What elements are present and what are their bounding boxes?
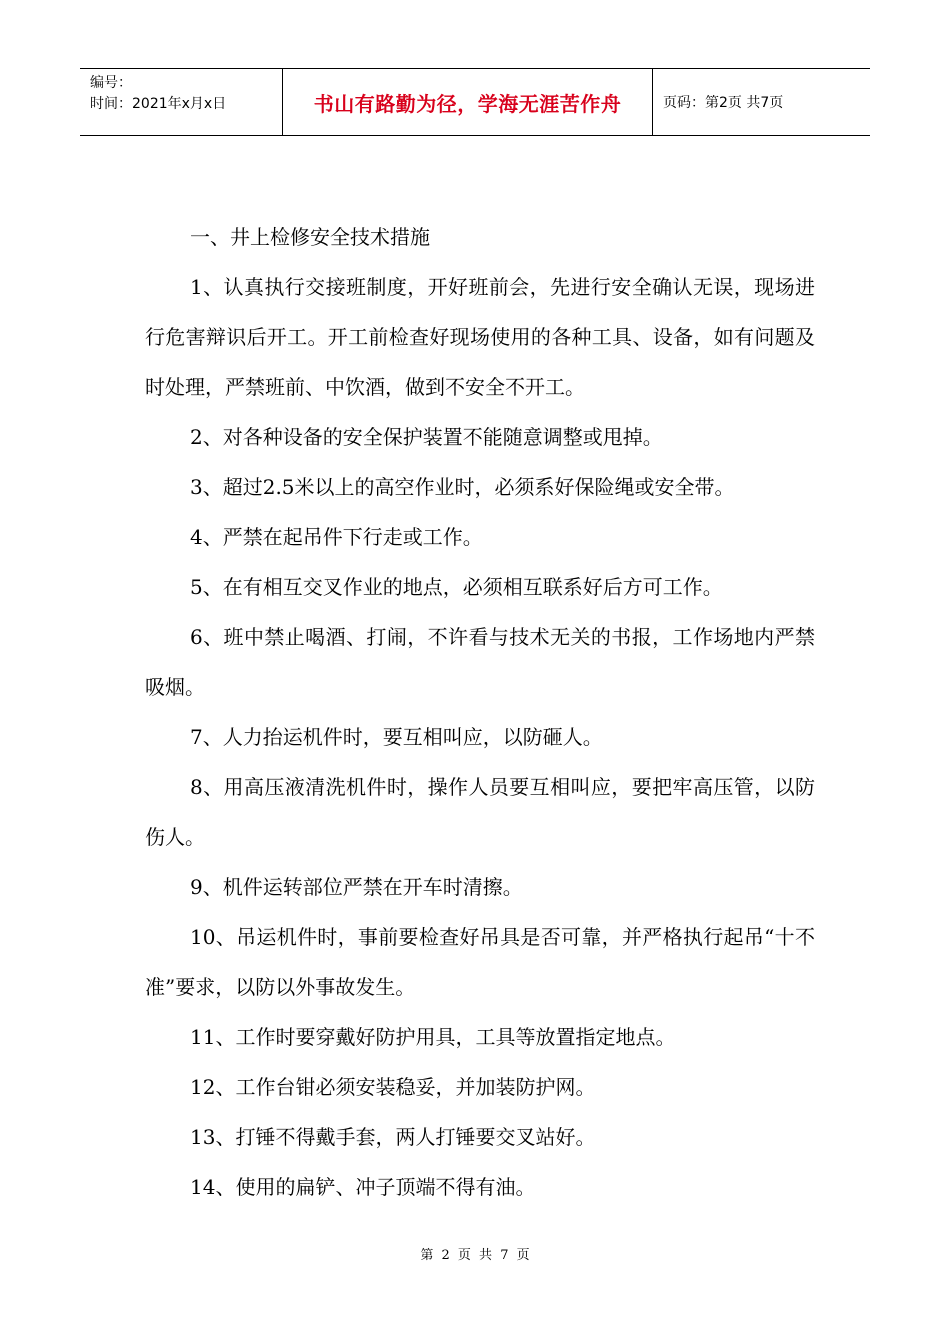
paragraph: 2、对各种设备的安全保护装置不能随意调整或甩掉。 bbox=[190, 425, 663, 449]
paragraph: 1、认真执行交接班制度，开好班前会，先进行安全确认无误，现场进行危害辩识后开工。开工前检查好现场使用的各种工具、设备，如有问题及时处理，严禁班前、中饮酒，做到不安全不开工。 bbox=[145, 275, 815, 399]
header-meta bbox=[80, 69, 282, 135]
paragraph: 10、吊运机件时，事前要检查好吊具是否可靠，并严格执行起吊“十不准”要求，以防以外事故发生。 bbox=[145, 925, 815, 999]
header-page-info: 页码：第2页 共7页 bbox=[663, 95, 784, 111]
paragraph: 7、人力抬运机件时，要互相叫应，以防砸人。 bbox=[190, 725, 603, 749]
page-footer: 第 2 页 共 7 页 bbox=[420, 1248, 530, 1263]
paragraph: 8、用高压液清洗机件时，操作人员要互相叫应，要把牢高压管，以防伤人。 bbox=[145, 775, 815, 849]
paragraph: 4、严禁在起吊件下行走或工作。 bbox=[190, 525, 483, 549]
document-body bbox=[145, 212, 815, 1212]
paragraph: 11、工作时要穿戴好防护用具，工具等放置指定地点。 bbox=[190, 1025, 676, 1049]
date-label: 时间：2021年x月x日 bbox=[90, 96, 227, 112]
paragraph: 13、打锤不得戴手套，两人打锤要交叉站好。 bbox=[190, 1125, 596, 1149]
document-header bbox=[80, 68, 870, 136]
paragraph: 14、使用的扁铲、冲子顶端不得有油。 bbox=[190, 1175, 536, 1199]
section-heading: 一、井上检修安全技术措施 bbox=[190, 225, 430, 249]
paragraph: 12、工作台钳必须安装稳妥，并加装防护网。 bbox=[190, 1075, 596, 1099]
header-motto: 书山有路勤为径，学海无涯苦作舟 bbox=[282, 69, 653, 135]
paragraph: 9、机件运转部位严禁在开车时清擦。 bbox=[190, 875, 523, 899]
number-label: 编号： bbox=[90, 75, 132, 91]
paragraph: 5、在有相互交叉作业的地点，必须相互联系好后方可工作。 bbox=[190, 575, 723, 599]
paragraph: 6、班中禁止喝酒、打闹，不许看与技术无关的书报，工作场地内严禁吸烟。 bbox=[145, 625, 815, 699]
paragraph: 3、超过2.5米以上的高空作业时，必须系好保险绳或安全带。 bbox=[190, 475, 735, 499]
